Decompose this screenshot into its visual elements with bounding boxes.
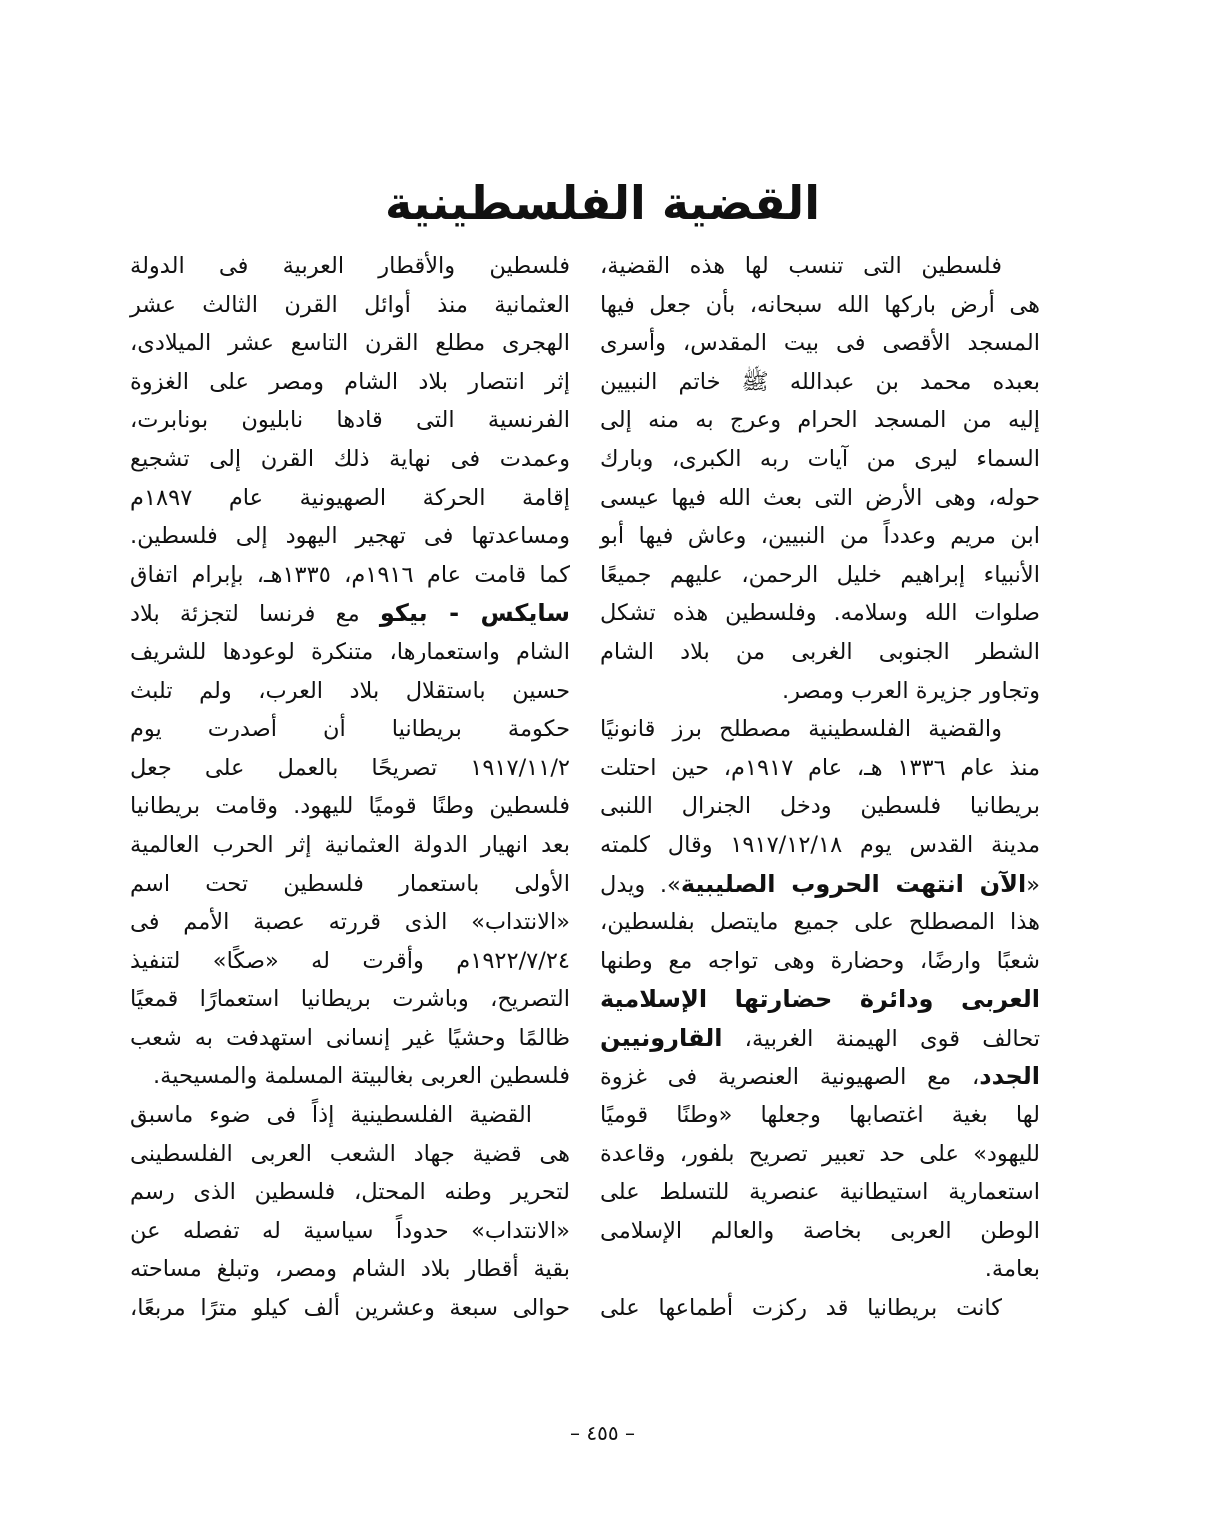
text-line: هى قضية جهاد الشعب العربى الفلسطينى xyxy=(130,1140,570,1167)
text-line: ابن مريم وعدداً من النبيين، وعاش فيها أبو xyxy=(600,523,1040,550)
text-line: استعمارية استيطانية عنصرية للتسلط على xyxy=(600,1179,1040,1206)
bold-emphasis: القارونيين xyxy=(600,1023,723,1052)
text-line: الأولى باستعمار فلسطين تحت اسم xyxy=(130,870,570,897)
text-line: إقامة الحركة الصهيونية عام ١٨٩٧م xyxy=(130,484,570,511)
text-line: حوالى سبعة وعشرين ألف كيلو مترًا مربعًا، xyxy=(130,1295,570,1322)
text-line: تحالف قوى الهيمنة الغربية، القارونيين xyxy=(600,1023,1040,1052)
text-line: الهجرى مطلع القرن التاسع عشر الميلادى، xyxy=(130,330,570,357)
text-line: الشطر الجنوبى الغربى من بلاد الشام xyxy=(600,638,1040,665)
text-line: شعبًا وارضًا، وحضارة وهى تواجه مع وطنها xyxy=(600,947,1040,974)
text-line xyxy=(600,980,1040,1019)
text-line: ١٩٢٢/٧/٢٤م وأقرت له «صكًا» لتنفيذ xyxy=(130,947,570,974)
text-line: حوله، وهى الأرض التى بعث الله فيها عيسى xyxy=(600,484,1040,511)
text-line: هى أرض باركها الله سبحانه، بأن جعل فيها xyxy=(600,291,1040,318)
text-line: إليه من المسجد الحرام وعرج به منه إلى xyxy=(600,407,1040,434)
text-line: العثمانية منذ أوائل القرن الثالث عشر xyxy=(130,291,570,318)
text-line: «الانتداب» حدوداً سياسية له تفصله عن xyxy=(130,1217,570,1244)
text-line: «الانتداب» الذى قررته عصبة الأمم فى xyxy=(130,909,570,936)
text-line: الوطن العربى بخاصة والعالم الإسلامى xyxy=(600,1217,1040,1244)
text-line: الجدد، مع الصهيونية العنصرية فى غزوة xyxy=(600,1062,1040,1091)
text-line: المسجد الأقصى فى بيت المقدس، وأسرى xyxy=(600,330,1040,357)
text-line: حكومة بريطانيا أن أصدرت يوم xyxy=(130,716,570,743)
text-line: بقية أقطار بلاد الشام ومصر، وتبلغ مساحته xyxy=(130,1256,570,1283)
right-column xyxy=(600,247,1040,1328)
text-line: بعبده محمد بن عبدالله ﷺ خاتم النبيين xyxy=(600,368,1040,395)
text-line: فلسطين وطنًا قوميًا لليهود. وقامت بريطانيا xyxy=(130,793,570,820)
left-column xyxy=(130,247,570,1328)
text-line: ومساعدتها فى تهجير اليهود إلى فلسطين. xyxy=(130,523,570,550)
text-line: حسين باستقلال بلاد العرب، ولم تلبث xyxy=(130,677,570,704)
text-line: لتحرير وطنه المحتل، فلسطين الذى رسم xyxy=(130,1179,570,1206)
page-title: القضية الفلسطينية xyxy=(385,175,820,230)
page-number: – ٤٥٥ – xyxy=(570,1421,635,1445)
text-line: لليهود» على حد تعبير تصريح بلفور، وقاعدة xyxy=(600,1140,1040,1167)
text-line: ١٩١٧/١١/٢ تصريحًا بالعمل على جعل xyxy=(130,754,570,781)
text-line: السماء ليرى من آيات ربه الكبرى، وبارك xyxy=(600,445,1040,472)
text-line: كانت بريطانيا قد ركزت أطماعها على xyxy=(600,1295,1002,1322)
text-line: القضية الفلسطينية إذاً فى ضوء ماسبق xyxy=(130,1102,532,1129)
text-line: ظالمًا وحشيًا غير إنسانى استهدفت به شعب xyxy=(130,1024,570,1051)
text-line: إثر انتصار بلاد الشام ومصر على الغزوة xyxy=(130,368,570,395)
text-line: بعد انهيار الدولة العثمانية إثر الحرب العالمية xyxy=(130,831,570,858)
text-line: مدينة القدس يوم ١٩١٧/١٢/١٨ وقال كلمته xyxy=(600,831,1040,858)
bold-emphasis: العربى ودائرة حضارتها الإسلامية xyxy=(600,985,1040,1014)
text-line: وتجاور جزيرة العرب ومصر. xyxy=(781,677,1040,704)
text-line: الشام واستعمارها، متنكرة لوعودها للشريف xyxy=(130,638,570,665)
text-line: لها بغية اغتصابها وجعلها «وطنًا قوميًا xyxy=(600,1102,1040,1129)
bold-emphasis: الآن انتهت الحروب الصليبية xyxy=(680,869,1027,898)
text-line: فلسطين التى تنسب لها هذه القضية، xyxy=(600,253,1002,279)
text-line: بريطانيا فلسطين ودخل الجنرال اللنبى xyxy=(600,793,1040,820)
text-line: وعمدت فى نهاية ذلك القرن إلى تشجيع xyxy=(130,445,570,472)
text-line: صلوات الله وسلامه. وفلسطين هذه تشكل xyxy=(600,600,1040,627)
text-line: التصريح، وباشرت بريطانيا استعمارًا قمعيًا xyxy=(130,986,570,1013)
text-line: كما قامت عام ١٩١٦م، ١٣٣٥هـ، بإبرام اتفاق xyxy=(130,561,570,588)
text-line: هذا المصطلح على جميع مايتصل بفلسطين، xyxy=(600,909,1040,936)
text-line: الأنبياء إبراهيم خليل الرحمن، عليهم جميعًا xyxy=(600,561,1040,588)
bold-emphasis: سايكس - بيكو xyxy=(379,599,570,628)
text-line: والقضية الفلسطينية مصطلح برز قانونيًا xyxy=(600,716,1002,743)
text-line: سايكس - بيكو مع فرنسا لتجزئة بلاد xyxy=(130,599,570,628)
text-line: فلسطين العربى بغالبيتة المسلمة والمسيحية. xyxy=(153,1063,570,1090)
text-line: فلسطين والأقطار العربية فى الدولة xyxy=(130,253,570,279)
text-line: «الآن انتهت الحروب الصليبية». ويدل xyxy=(600,869,1041,898)
text-line: منذ عام ١٣٣٦ هـ، عام ١٩١٧م، حين احتلت xyxy=(600,754,1040,781)
text-line: بعامة. xyxy=(984,1256,1040,1283)
text-line: الفرنسية التى قادها نابليون بونابرت، xyxy=(130,407,570,434)
bold-emphasis: الجدد xyxy=(979,1062,1040,1091)
